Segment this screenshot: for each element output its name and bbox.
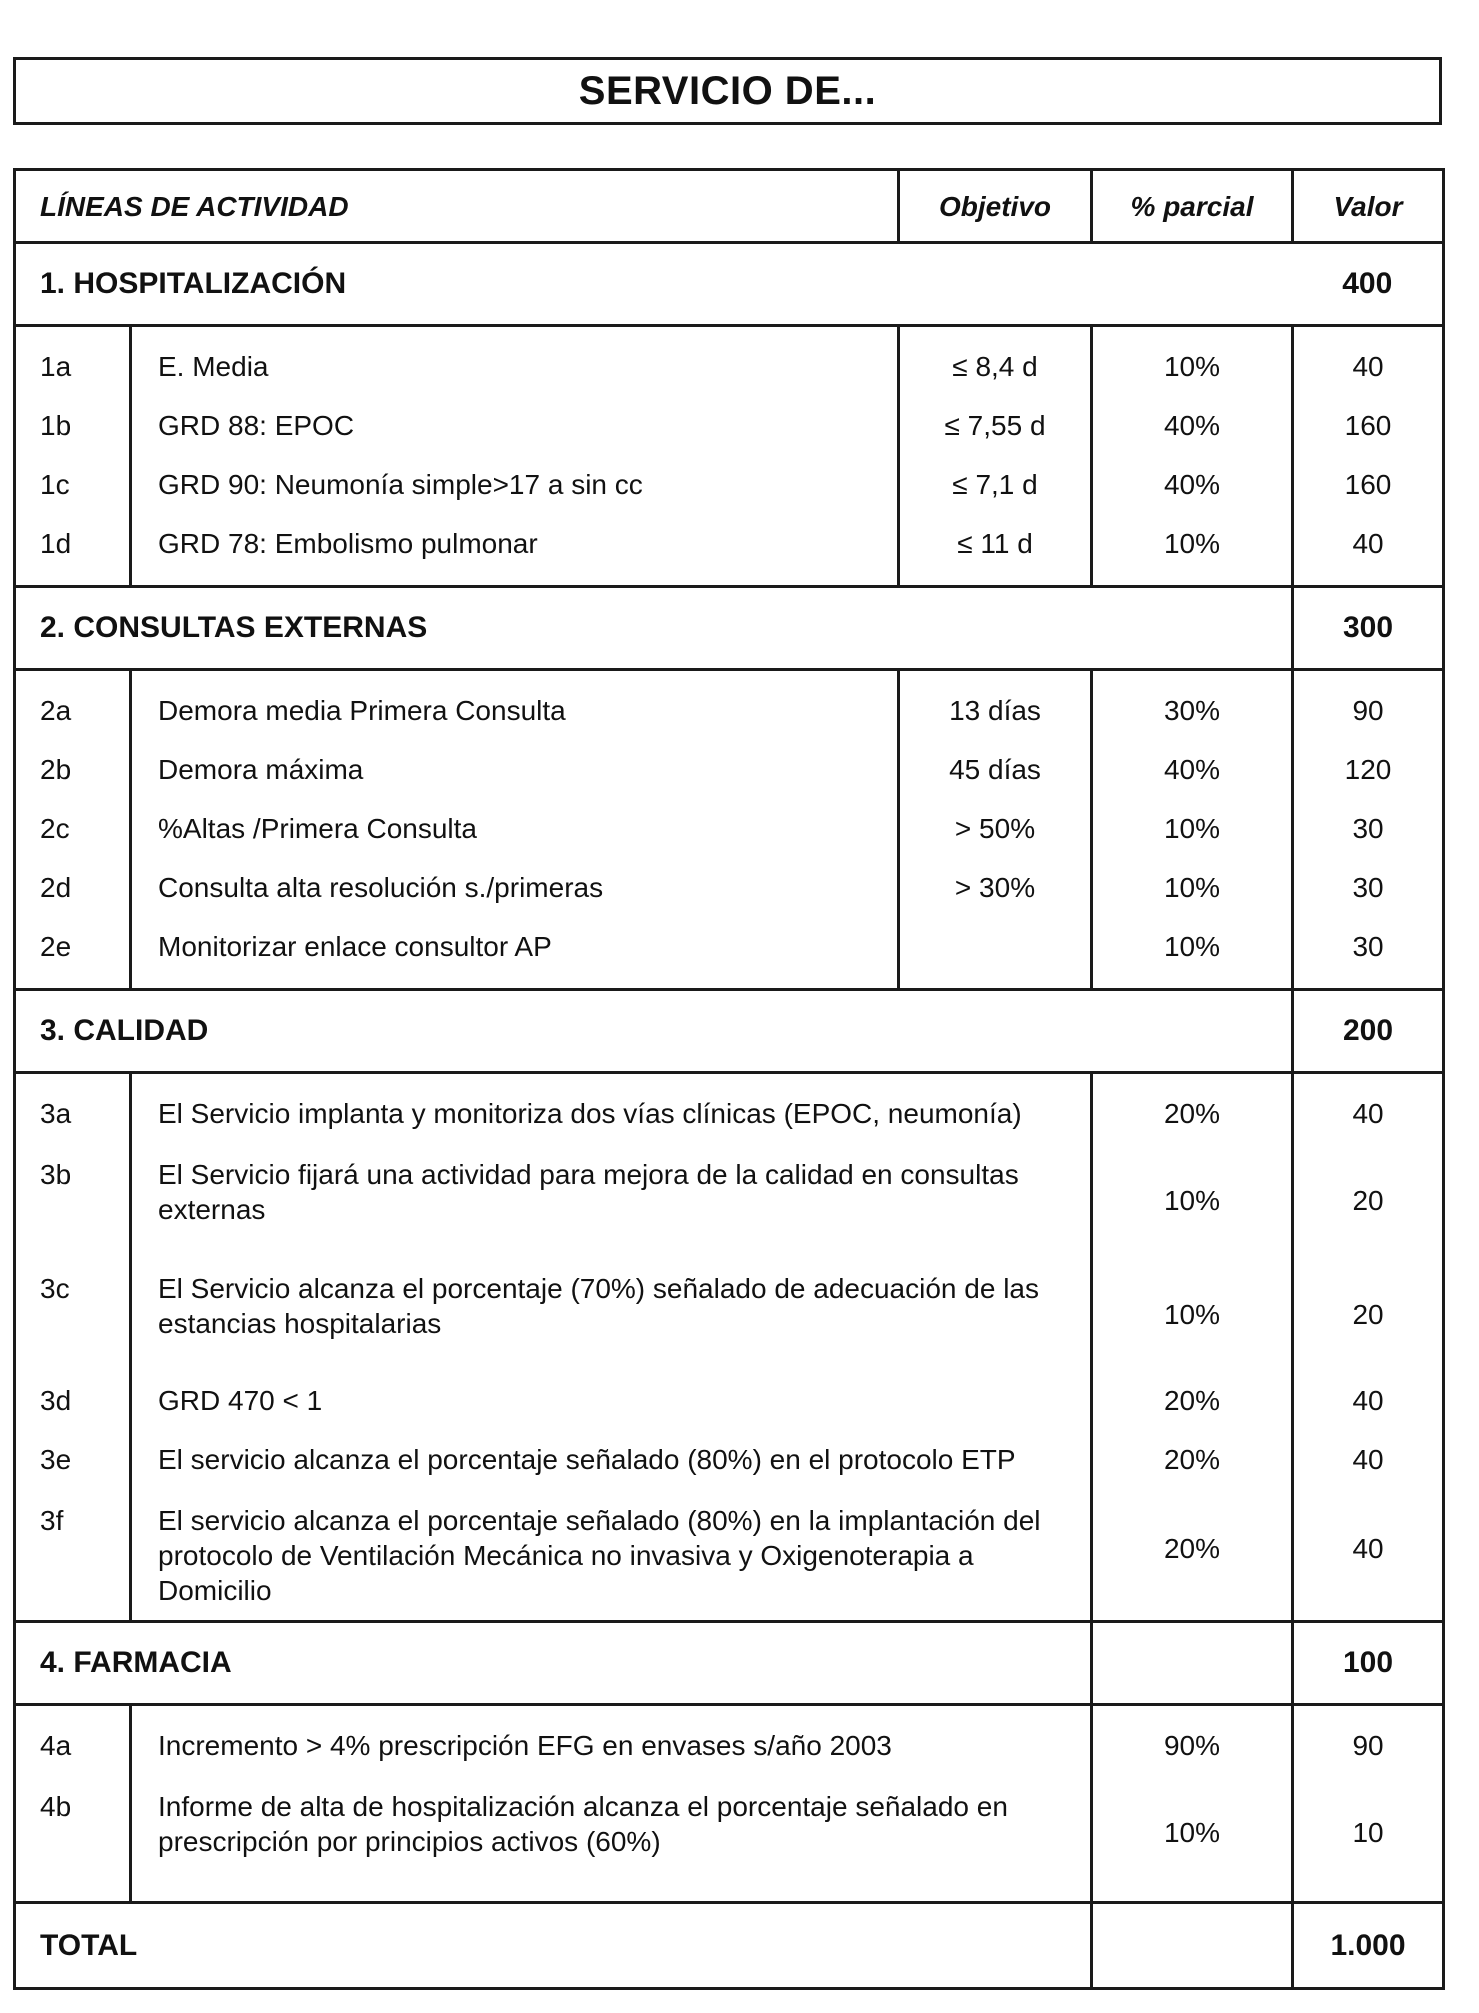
row-value: 20: [1293, 1143, 1444, 1257]
row-value: 40: [1293, 1371, 1444, 1430]
row-percent: 10%: [1092, 326, 1293, 397]
table-row: [15, 455, 1444, 514]
row-value: 30: [1293, 799, 1444, 858]
section-value: 100: [1293, 1622, 1444, 1705]
row-description: Incremento > 4% prescripción EFG en envases s/año 2003: [131, 1705, 1092, 1776]
row-description: Demora máxima: [131, 740, 899, 799]
header-parcial: % parcial: [1092, 170, 1293, 243]
row-objective: 13 días: [899, 670, 1092, 741]
total-row: [15, 1903, 1444, 1989]
row-description: E. Media: [131, 326, 899, 397]
row-percent: 10%: [1092, 858, 1293, 917]
table-row: [15, 1705, 1444, 1776]
row-id: 3a: [40, 1098, 72, 1129]
section-name: 3. CALIDAD: [15, 990, 1293, 1073]
row-objective: > 30%: [899, 858, 1092, 917]
table-row: [15, 1489, 1444, 1622]
row-percent: 40%: [1092, 740, 1293, 799]
table-row: [15, 1775, 1444, 1903]
row-value: 40: [1293, 326, 1444, 397]
row-description: Monitorizar enlace consultor AP: [131, 917, 899, 990]
row-value: 90: [1293, 1705, 1444, 1776]
row-description: Demora media Primera Consulta: [131, 670, 899, 741]
row-objective: ≤ 7,1 d: [899, 455, 1092, 514]
section-header: [15, 587, 1444, 670]
section-empty-cell: [1092, 1622, 1293, 1705]
row-description: El servicio alcanza el porcentaje señalado (80%) en la implantación del protocolo de Ventilación Mecánica no invasiva y Oxigenoterapia a Domicilio: [131, 1489, 1092, 1622]
row-id: 2d: [40, 872, 72, 903]
row-percent: 20%: [1092, 1073, 1293, 1144]
row-id: 2b: [40, 754, 72, 785]
row-id: 1d: [15, 514, 131, 587]
row-percent: 10%: [1092, 514, 1293, 587]
row-percent: 40%: [1092, 396, 1293, 455]
section-name: 1. HOSPITALIZACIÓN: [15, 243, 1293, 326]
row-percent: 20%: [1092, 1430, 1293, 1489]
table-row: [15, 1143, 1444, 1257]
row-percent: 10%: [1092, 1257, 1293, 1371]
row-description: GRD 88: EPOC: [131, 396, 899, 455]
row-percent: 10%: [1092, 1775, 1293, 1903]
row-id: 3e: [40, 1444, 72, 1475]
activity-table: [13, 168, 1445, 1990]
row-value: 30: [1293, 858, 1444, 917]
table-row: [15, 514, 1444, 587]
table-row: [15, 1073, 1444, 1144]
section-header: [15, 1622, 1444, 1705]
total-value: 1.000: [1293, 1903, 1444, 1989]
row-description: El servicio alcanza el porcentaje señalado (80%) en el protocolo ETP: [131, 1430, 1092, 1489]
row-percent: 30%: [1092, 670, 1293, 741]
row-description: El Servicio implanta y monitoriza dos vías clínicas (EPOC, neumonía): [131, 1073, 1092, 1144]
row-description: El Servicio fijará una actividad para mejora de la calidad en consultas externas: [131, 1143, 1092, 1257]
row-value: 40: [1293, 1073, 1444, 1144]
row-description: GRD 78: Embolismo pulmonar: [131, 514, 899, 587]
row-id: 3b: [40, 1159, 72, 1190]
table-row: [15, 396, 1444, 455]
table-row: [15, 670, 1444, 741]
row-objective: > 50%: [899, 799, 1092, 858]
table-row: [15, 1257, 1444, 1371]
section-value: 300: [1293, 587, 1444, 670]
row-id: 2a: [40, 695, 72, 726]
row-percent: 10%: [1092, 1143, 1293, 1257]
row-objective: [899, 917, 1092, 990]
table-row: [15, 917, 1444, 990]
row-id: 1c: [40, 469, 70, 500]
row-description: %Altas /Primera Consulta: [131, 799, 899, 858]
row-id: 2c: [40, 813, 70, 844]
row-value: 20: [1293, 1257, 1444, 1371]
row-description: Informe de alta de hospitalización alcanza el porcentaje señalado en prescripción por principios activos (60%): [131, 1775, 1092, 1903]
header-valor: Valor: [1293, 170, 1444, 243]
row-id: 3f: [15, 1489, 131, 1622]
row-percent: 10%: [1092, 917, 1293, 990]
row-percent: 20%: [1092, 1371, 1293, 1430]
row-description: GRD 470 < 1: [131, 1371, 1092, 1430]
section-name: 4. FARMACIA: [15, 1622, 1092, 1705]
row-objective: 45 días: [899, 740, 1092, 799]
row-id: 1a: [40, 351, 72, 382]
row-objective: ≤ 11 d: [899, 514, 1092, 587]
table-header: [15, 170, 1444, 243]
row-id: 3d: [40, 1385, 72, 1416]
table-row: [15, 858, 1444, 917]
page-title: SERVICIO DE...: [13, 57, 1442, 125]
row-value: 10: [1293, 1775, 1444, 1903]
row-value: 160: [1293, 455, 1444, 514]
section-name: 2. CONSULTAS EXTERNAS: [15, 587, 1293, 670]
total-label: TOTAL: [40, 1928, 138, 1962]
row-id: 1b: [40, 410, 72, 441]
row-objective: ≤ 7,55 d: [899, 396, 1092, 455]
row-value: 160: [1293, 396, 1444, 455]
table-row: [15, 1371, 1444, 1430]
row-percent: 40%: [1092, 455, 1293, 514]
table-row: [15, 1430, 1444, 1489]
row-description: GRD 90: Neumonía simple>17 a sin cc: [131, 455, 899, 514]
section-value: 400: [1293, 243, 1444, 326]
row-description: El Servicio alcanza el porcentaje (70%) señalado de adecuación de las estancias hospitalarias: [131, 1257, 1092, 1371]
row-description: Consulta alta resolución s./primeras: [131, 858, 899, 917]
header-lineas: LÍNEAS DE ACTIVIDAD: [15, 170, 899, 243]
table-row: [15, 799, 1444, 858]
row-percent: 20%: [1092, 1489, 1293, 1622]
row-id: 2e: [15, 917, 131, 990]
table-row: [15, 326, 1444, 397]
row-id: 4a: [40, 1730, 72, 1761]
row-value: 90: [1293, 670, 1444, 741]
row-id: 3c: [40, 1273, 70, 1304]
row-value: 120: [1293, 740, 1444, 799]
header-objetivo: Objetivo: [899, 170, 1092, 243]
row-value: 30: [1293, 917, 1444, 990]
row-value: 40: [1293, 514, 1444, 587]
row-value: 40: [1293, 1489, 1444, 1622]
section-header: [15, 990, 1444, 1073]
row-percent: 10%: [1092, 799, 1293, 858]
table-row: [15, 740, 1444, 799]
row-objective: ≤ 8,4 d: [899, 326, 1092, 397]
row-id: 4b: [15, 1775, 131, 1903]
total-empty-cell: [1092, 1903, 1293, 1989]
section-header: [15, 243, 1444, 326]
row-value: 40: [1293, 1430, 1444, 1489]
row-percent: 90%: [1092, 1705, 1293, 1776]
section-value: 200: [1293, 990, 1444, 1073]
